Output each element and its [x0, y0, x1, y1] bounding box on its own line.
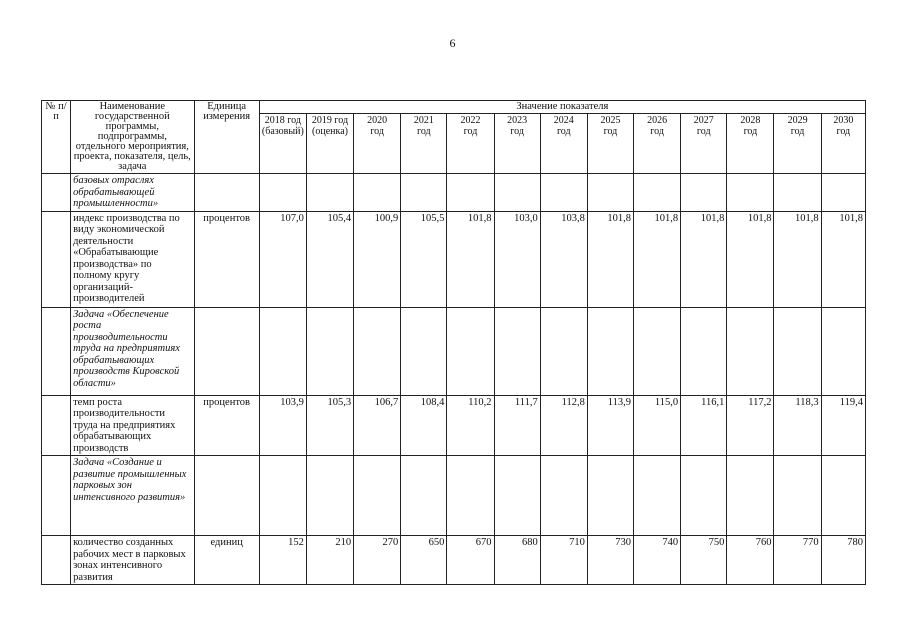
value-cell: 117,2: [727, 395, 774, 456]
header-year-note: (оценка): [312, 126, 348, 137]
header-name: Наименование государственной программы, подпрограммы, отдельного мероприятия, проекта, показателя, цель, задача: [71, 101, 194, 174]
value-cell: [259, 174, 306, 212]
header-year: [587, 114, 633, 174]
value-cell: 210: [306, 536, 353, 585]
value-cell: 100,9: [354, 211, 401, 307]
value-cell: 650: [401, 536, 447, 585]
value-cell: [354, 174, 401, 212]
row-number: [42, 174, 71, 212]
value-cell: [774, 174, 821, 212]
header-year-label: 2025: [600, 115, 621, 126]
value-cell: 740: [634, 536, 681, 585]
header-year-label: 2021: [413, 115, 434, 126]
value-cell: [821, 174, 865, 212]
value-cell: [774, 307, 821, 395]
header-year-label: 2023: [507, 115, 528, 126]
value-cell: [681, 307, 727, 395]
value-cell: [540, 174, 587, 212]
header-year-note: год: [556, 126, 571, 137]
value-cell: 152: [259, 536, 306, 585]
value-cell: 101,8: [681, 211, 727, 307]
header-year-note: год: [836, 126, 851, 137]
value-cell: [587, 456, 633, 536]
header-year-label: 2026: [647, 115, 668, 126]
value-cell: 760: [727, 536, 774, 585]
value-cell: [494, 307, 540, 395]
indicator-name: темп роста производительности труда на предприятиях обрабатывающих производств: [71, 395, 194, 456]
value-cell: 103,9: [259, 395, 306, 456]
unit-cell: [194, 174, 259, 212]
value-cell: 118,3: [774, 395, 821, 456]
unit-cell: единиц: [194, 536, 259, 585]
task-name: базовых отраслях обрабатывающей промышленности»: [71, 174, 194, 212]
value-cell: [306, 456, 353, 536]
value-cell: [354, 456, 401, 536]
value-cell: 101,8: [634, 211, 681, 307]
value-cell: 105,5: [401, 211, 447, 307]
header-year-note: год: [790, 126, 805, 137]
header-year: [494, 114, 540, 174]
value-cell: 111,7: [494, 395, 540, 456]
task-name: Задача «Создание и развитие промышленных парковых зон интенсивного развития»: [71, 456, 194, 536]
header-year: [681, 114, 727, 174]
task-name: Задача «Обеспечение роста производительности труда на предприятиях обрабатывающих производств Кировской области»: [71, 307, 194, 395]
header-values-group: Значение показателя: [259, 101, 865, 114]
value-cell: 108,4: [401, 395, 447, 456]
value-cell: [634, 456, 681, 536]
value-cell: [681, 456, 727, 536]
value-cell: [259, 456, 306, 536]
value-cell: [306, 174, 353, 212]
indicator-row: [42, 395, 866, 456]
value-cell: 112,8: [540, 395, 587, 456]
value-cell: 750: [681, 536, 727, 585]
value-cell: 119,4: [821, 395, 865, 456]
value-cell: 113,9: [587, 395, 633, 456]
header-year-note: год: [650, 126, 664, 137]
header-year-note: год: [416, 126, 431, 137]
value-cell: [821, 456, 865, 536]
value-cell: [634, 307, 681, 395]
header-year-label: 2022: [460, 115, 481, 126]
header-year-note: год: [510, 126, 524, 137]
header-year: [401, 114, 447, 174]
header-year-label: 2028: [740, 115, 761, 126]
header-year-label: 2030: [833, 115, 854, 126]
value-cell: [494, 174, 540, 212]
header-year-note: год: [370, 126, 384, 137]
page-number: 6: [449, 36, 456, 50]
header-year: [774, 114, 821, 174]
header-year: [306, 114, 353, 174]
value-cell: [634, 174, 681, 212]
indicators-table: [41, 100, 866, 585]
value-cell: [401, 174, 447, 212]
header-year-note: год: [696, 126, 711, 137]
header-year-label: 2018 год: [264, 115, 301, 126]
value-cell: [259, 307, 306, 395]
value-cell: [447, 307, 494, 395]
value-cell: 103,0: [494, 211, 540, 307]
value-cell: [447, 456, 494, 536]
value-cell: [821, 307, 865, 395]
value-cell: [401, 456, 447, 536]
header-year-note: год: [463, 126, 478, 137]
value-cell: [774, 456, 821, 536]
header-year: [821, 114, 865, 174]
value-cell: 680: [494, 536, 540, 585]
header-year-note: год: [603, 126, 618, 137]
value-cell: [727, 456, 774, 536]
value-cell: 106,7: [354, 395, 401, 456]
header-unit: Единица измерения: [194, 101, 259, 174]
value-cell: 770: [774, 536, 821, 585]
value-cell: 105,3: [306, 395, 353, 456]
value-cell: [401, 307, 447, 395]
value-cell: [354, 307, 401, 395]
value-cell: 101,8: [727, 211, 774, 307]
value-cell: 115,0: [634, 395, 681, 456]
unit-cell: [194, 456, 259, 536]
unit-cell: процентов: [194, 211, 259, 307]
header-year-label: 2027: [693, 115, 714, 126]
value-cell: 101,8: [774, 211, 821, 307]
header-year: [540, 114, 587, 174]
unit-cell: процентов: [194, 395, 259, 456]
value-cell: [681, 174, 727, 212]
row-number: [42, 536, 71, 585]
value-cell: [727, 307, 774, 395]
value-cell: 105,4: [306, 211, 353, 307]
header-year-label: 2020: [367, 115, 388, 126]
value-cell: 110,2: [447, 395, 494, 456]
row-number: [42, 307, 71, 395]
value-cell: 101,8: [821, 211, 865, 307]
indicator-name: индекс производства по виду экономической деятельности «Обрабатывающие производства» по полному кругу организаций-производителей: [71, 211, 194, 307]
header-year: [634, 114, 681, 174]
header-year: [259, 114, 306, 174]
value-cell: [540, 307, 587, 395]
value-cell: [494, 456, 540, 536]
value-cell: 670: [447, 536, 494, 585]
task-row: [42, 174, 866, 212]
value-cell: [447, 174, 494, 212]
task-row: [42, 456, 866, 536]
row-number: [42, 211, 71, 307]
value-cell: 270: [354, 536, 401, 585]
value-cell: 101,8: [587, 211, 633, 307]
unit-cell: [194, 307, 259, 395]
header-year-note: год: [743, 126, 758, 137]
value-cell: [587, 307, 633, 395]
row-number: [42, 395, 71, 456]
value-cell: 780: [821, 536, 865, 585]
indicator-name: количество созданных рабочих мест в парковых зонах интенсивного развития: [71, 536, 194, 585]
value-cell: 710: [540, 536, 587, 585]
task-row: [42, 307, 866, 395]
header-year: [447, 114, 494, 174]
value-cell: 103,8: [540, 211, 587, 307]
value-cell: 107,0: [259, 211, 306, 307]
header-year: [727, 114, 774, 174]
indicator-row: [42, 211, 866, 307]
value-cell: [727, 174, 774, 212]
value-cell: [587, 174, 633, 212]
indicator-row: [42, 536, 866, 585]
header-year-label: 2029: [787, 115, 808, 126]
header-year-label: 2019 год: [311, 115, 349, 126]
value-cell: [306, 307, 353, 395]
header-year-note: (базовый): [261, 126, 304, 137]
header-year-label: 2024: [553, 115, 574, 126]
table-body: [42, 174, 866, 585]
header-year: [354, 114, 401, 174]
row-number: [42, 456, 71, 536]
value-cell: 101,8: [447, 211, 494, 307]
header-num: № п/п: [42, 101, 71, 174]
value-cell: [540, 456, 587, 536]
value-cell: 116,1: [681, 395, 727, 456]
value-cell: 730: [587, 536, 633, 585]
